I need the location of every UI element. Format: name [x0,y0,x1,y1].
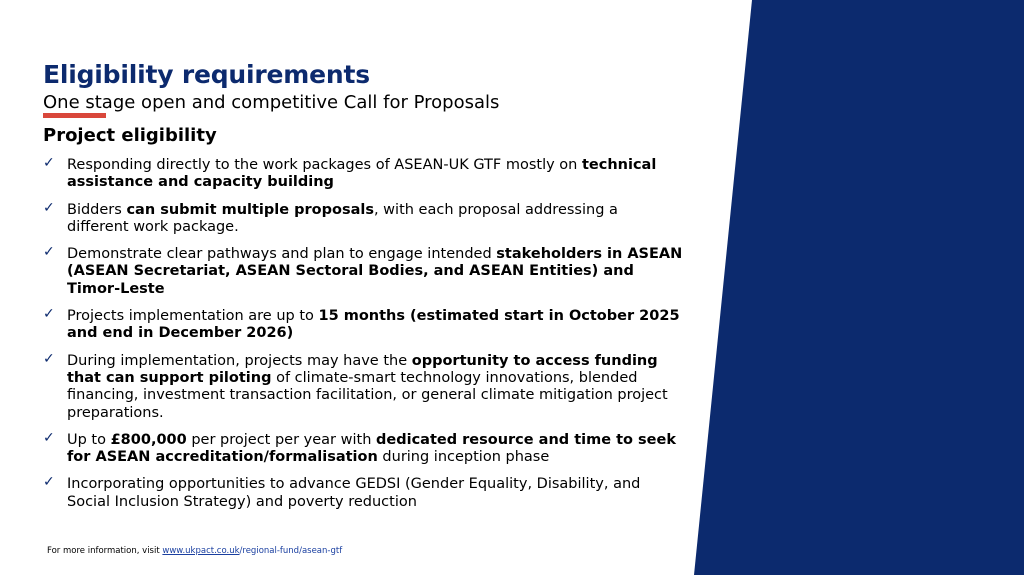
plain-text: Demonstrate clear pathways and plan to engage intended [67,246,497,263]
eligibility-item-text [67,202,618,235]
eligibility-item-text [67,432,676,465]
plain-text: per project per year with [186,431,376,448]
checkmark-icon: ✓ [43,474,55,491]
checkmark-icon: ✓ [43,244,55,261]
eligibility-item [43,199,683,237]
footer-link[interactable] [162,546,342,556]
checkmark-icon: ✓ [43,429,55,446]
accent-underline [43,113,106,118]
bold-text: dedicated resource and time to seek for ASEAN accreditation/formalisation [67,431,676,466]
checkmark-icon: ✓ [43,350,55,367]
eligibility-item [43,246,683,298]
eligibility-item [43,157,683,192]
eligibility-item-text [67,246,682,297]
eligibility-item-text [67,476,640,509]
bold-text: 15 months (estimated start in October 2025 and end in December 2026) [67,308,680,342]
plain-text: of climate-smart technology innovations, blended financing, investment transaction facilitation, or general climate mitigation project preparations. [67,369,668,421]
plain-text: Bidders [67,201,127,218]
eligibility-item [43,429,683,467]
eligibility-item-text [67,157,656,190]
navy-panel-shape [694,0,1024,575]
eligibility-item [43,476,683,511]
checkmark-icon: ✓ [43,155,55,171]
bold-text: technical assistance and capacity building [67,157,657,191]
footer-note [47,546,342,556]
bold-text: can submit multiple proposals [126,201,374,218]
footer-prefix: For more information, visit [47,546,163,556]
plain-text: Up to [67,431,111,448]
page-title: Eligibility requirements [43,60,370,89]
eligibility-item-text [67,308,680,341]
plain-text: During implementation, projects may have the [67,352,412,369]
eligibility-item-text [67,353,668,421]
eligibility-item [43,308,683,343]
checkmark-icon: ✓ [43,199,55,216]
eligibility-list [43,157,683,511]
bold-text: stakeholders in ASEAN (ASEAN Secretariat, ASEAN Sectoral Bodies, and ASEAN Entities) and Timor-Leste [67,246,683,297]
plain-text: Responding directly to the work packages of ASEAN-UK GTF mostly on [67,157,582,173]
footer-link-path[interactable]: /regional-fund/asean-gtf [239,546,343,556]
bold-text: opportunity to access funding that can support piloting [67,352,658,386]
plain-text: during inception phase [377,449,550,466]
checkmark-icon: ✓ [43,306,55,323]
plain-text: Incorporating opportunities to advance GEDSI (Gender Equality, Disability, and Social Inclusion Strategy) and poverty reduction [67,476,641,510]
section-heading: Project eligibility [43,125,217,146]
eligibility-item [43,350,683,422]
bold-text: £800,000 [110,431,187,448]
plain-text: , with each proposal addressing a different work package. [67,201,618,235]
plain-text: Projects implementation are up to [67,308,319,325]
page-subtitle: One stage open and competitive Call for Proposals [43,92,500,113]
footer-link-domain[interactable]: www.ukpact.co.uk [162,546,240,556]
